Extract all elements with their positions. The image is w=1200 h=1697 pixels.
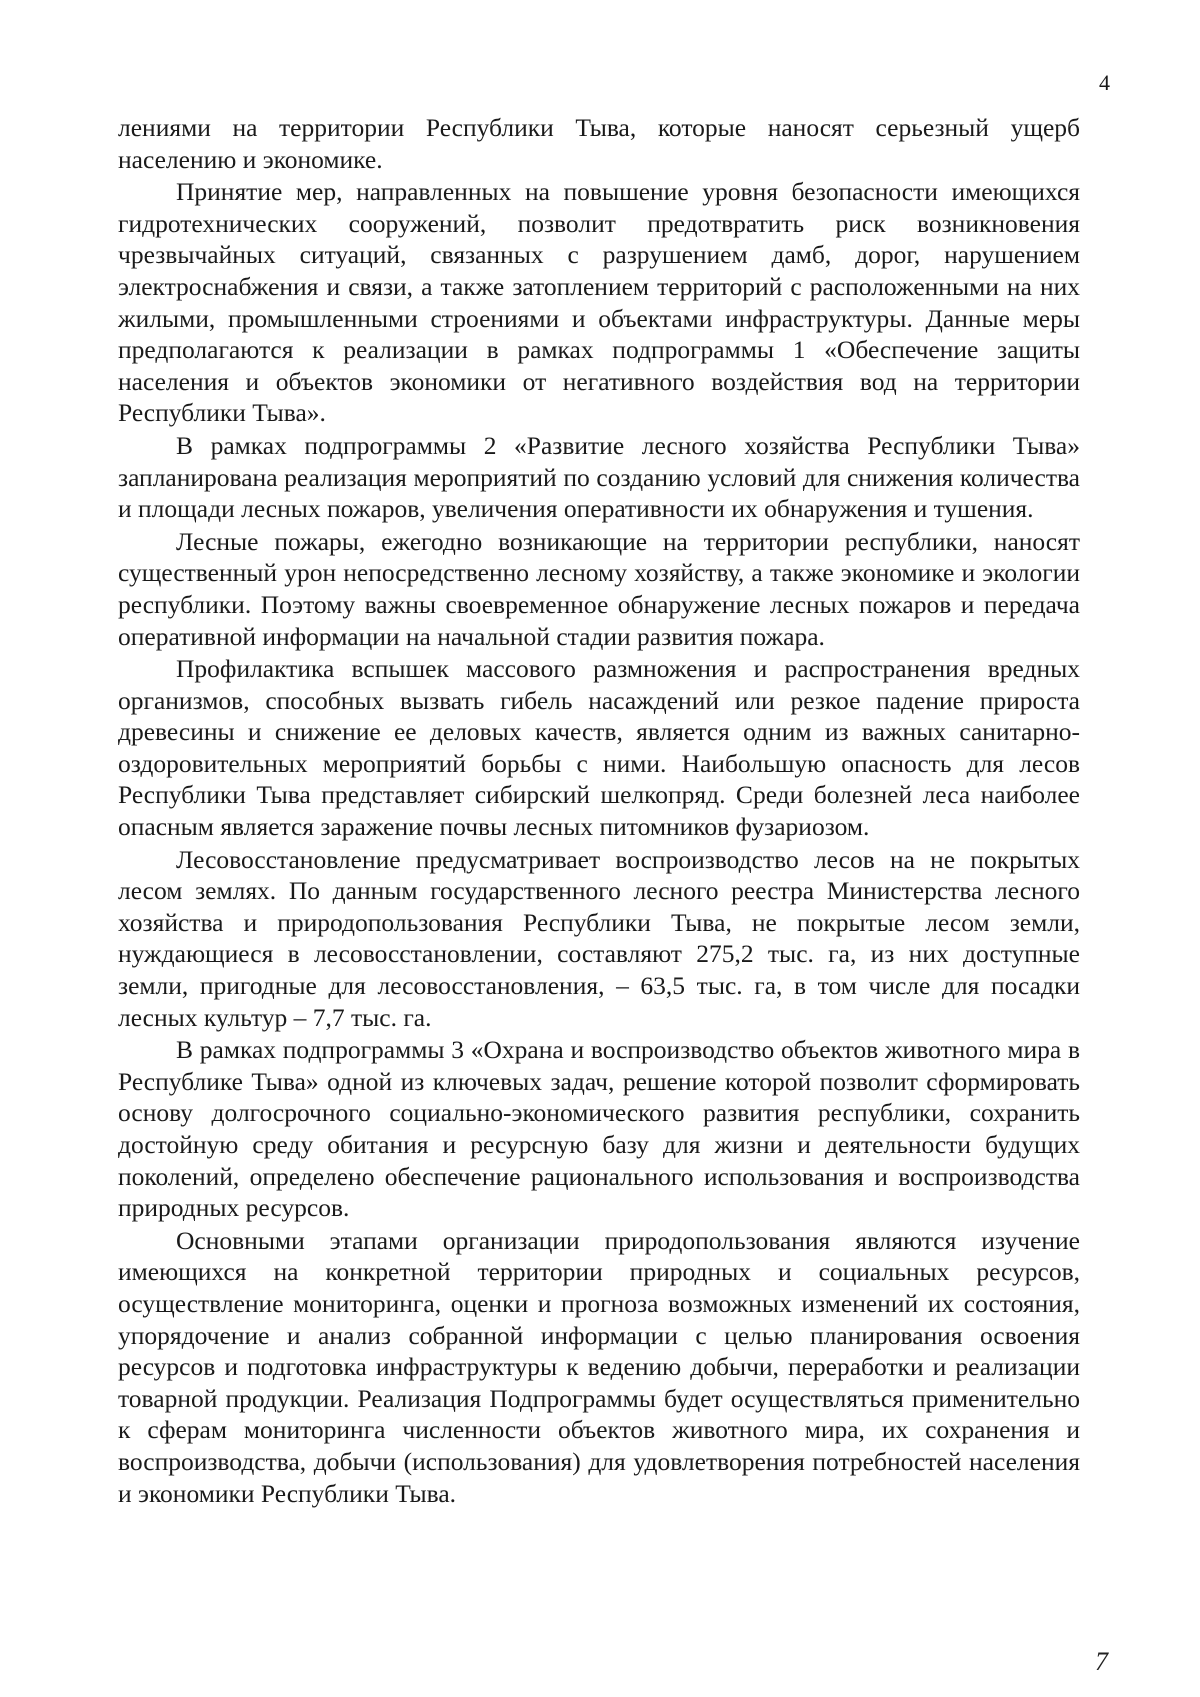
- paragraph-nature-management: Основными этапами организации природопользования являются изучение имеющихся на конкретной территории природных и социальных ресурсов, осуществление мониторинга, оценки и прогноза возможных изменений их состояния, упорядочение и анализ собранной информации с целью планирования освоения ресурсов и подготовка инфраструктуры к ведению добычи, переработки и реализации товарной продукции. Реализация Подпрограммы будет осуществляться применительно к сферам мониторинга численности объектов животного мира, их сохранения и воспроизводства, добычи (использования) для удовлетворения потребностей населения и экономики Республики Тыва.: [118, 1225, 1080, 1508]
- page-number: 4: [1099, 70, 1110, 95]
- paragraph-pest-prevention: Профилактика вспышек массового размножения и распространения вредных организмов, способных вызвать гибель насаждений или резкое падение прироста древесины и снижение ее деловых качеств, является одним из важных санитарно-оздоровительных мероприятий борьбы с ними. Наибольшую опасность для лесов Республики Тыва представляет сибирский шелкопряд. Среди болезней леса наиболее опасным является заражение почвы лесных питомников фузариозом.: [118, 654, 1080, 842]
- paragraph-continued: лениями на территории Республики Тыва, которые наносят серьезный ущерб населению и экономике.: [118, 113, 1080, 174]
- paragraph-subprogram-2: В рамках подпрограммы 2 «Развитие лесного хозяйства Республики Тыва» запланирована реализация мероприятий по созданию условий для снижения количества и площади лесных пожаров, увеличения оперативности их обнаружения и тушения.: [118, 430, 1080, 524]
- paragraph-reforestation: Лесовосстановление предусматривает воспроизводство лесов на не покрытых лесом землях. По данным государственного лесного реестра Министерства лесного хозяйства и природопользования Республики Тыва, не покрытые лесом земли, нуждающиеся в лесовосстановлении, составляют 275,2 тыс. га, из них доступные земли, пригодные для лесовосстановления, – 63,5 тыс. га, в том числе для посадки лесных культур – 7,7 тыс. га.: [118, 844, 1080, 1032]
- paragraph-hydro-safety: Принятие мер, направленных на повышение уровня безопасности имеющихся гидротехнических сооружений, позволит предотвратить риск возникновения чрезвычайных ситуаций, связанных с разрушением дамб, дорог, нарушением электроснабжения и связи, а также затоплением территорий с расположенными на них жилыми, промышленными строениями и объектами инфраструктуры. Данные меры предполагаются к реализации в рамках подпрограммы 1 «Обеспечение защиты населения и объектов экономики от негативного воздействия вод на территории Республики Тыва».: [118, 177, 1080, 428]
- document-body: [118, 112, 1080, 1510]
- handwritten-page-mark: 7: [1095, 1647, 1108, 1676]
- paragraph-subprogram-3: В рамках подпрограммы 3 «Охрана и воспроизводство объектов животного мира в Республике Тыва» одной из ключевых задач, решение которой позволит сформировать основу долгосрочного социально-экономического развития республики, сохранить достойную среду обитания и ресурсную базу для жизни и деятельности будущих поколений, определено обеспечение рационального использования и воспроизводства природных ресурсов.: [118, 1035, 1080, 1223]
- paragraph-forest-fires: Лесные пожары, ежегодно возникающие на территории республики, наносят существенный урон непосредственно лесному хозяйству, а также экономике и экологии республики. Поэтому важны своевременное обнаружение лесных пожаров и передача оперативной информации на начальной стадии развития пожара.: [118, 526, 1080, 651]
